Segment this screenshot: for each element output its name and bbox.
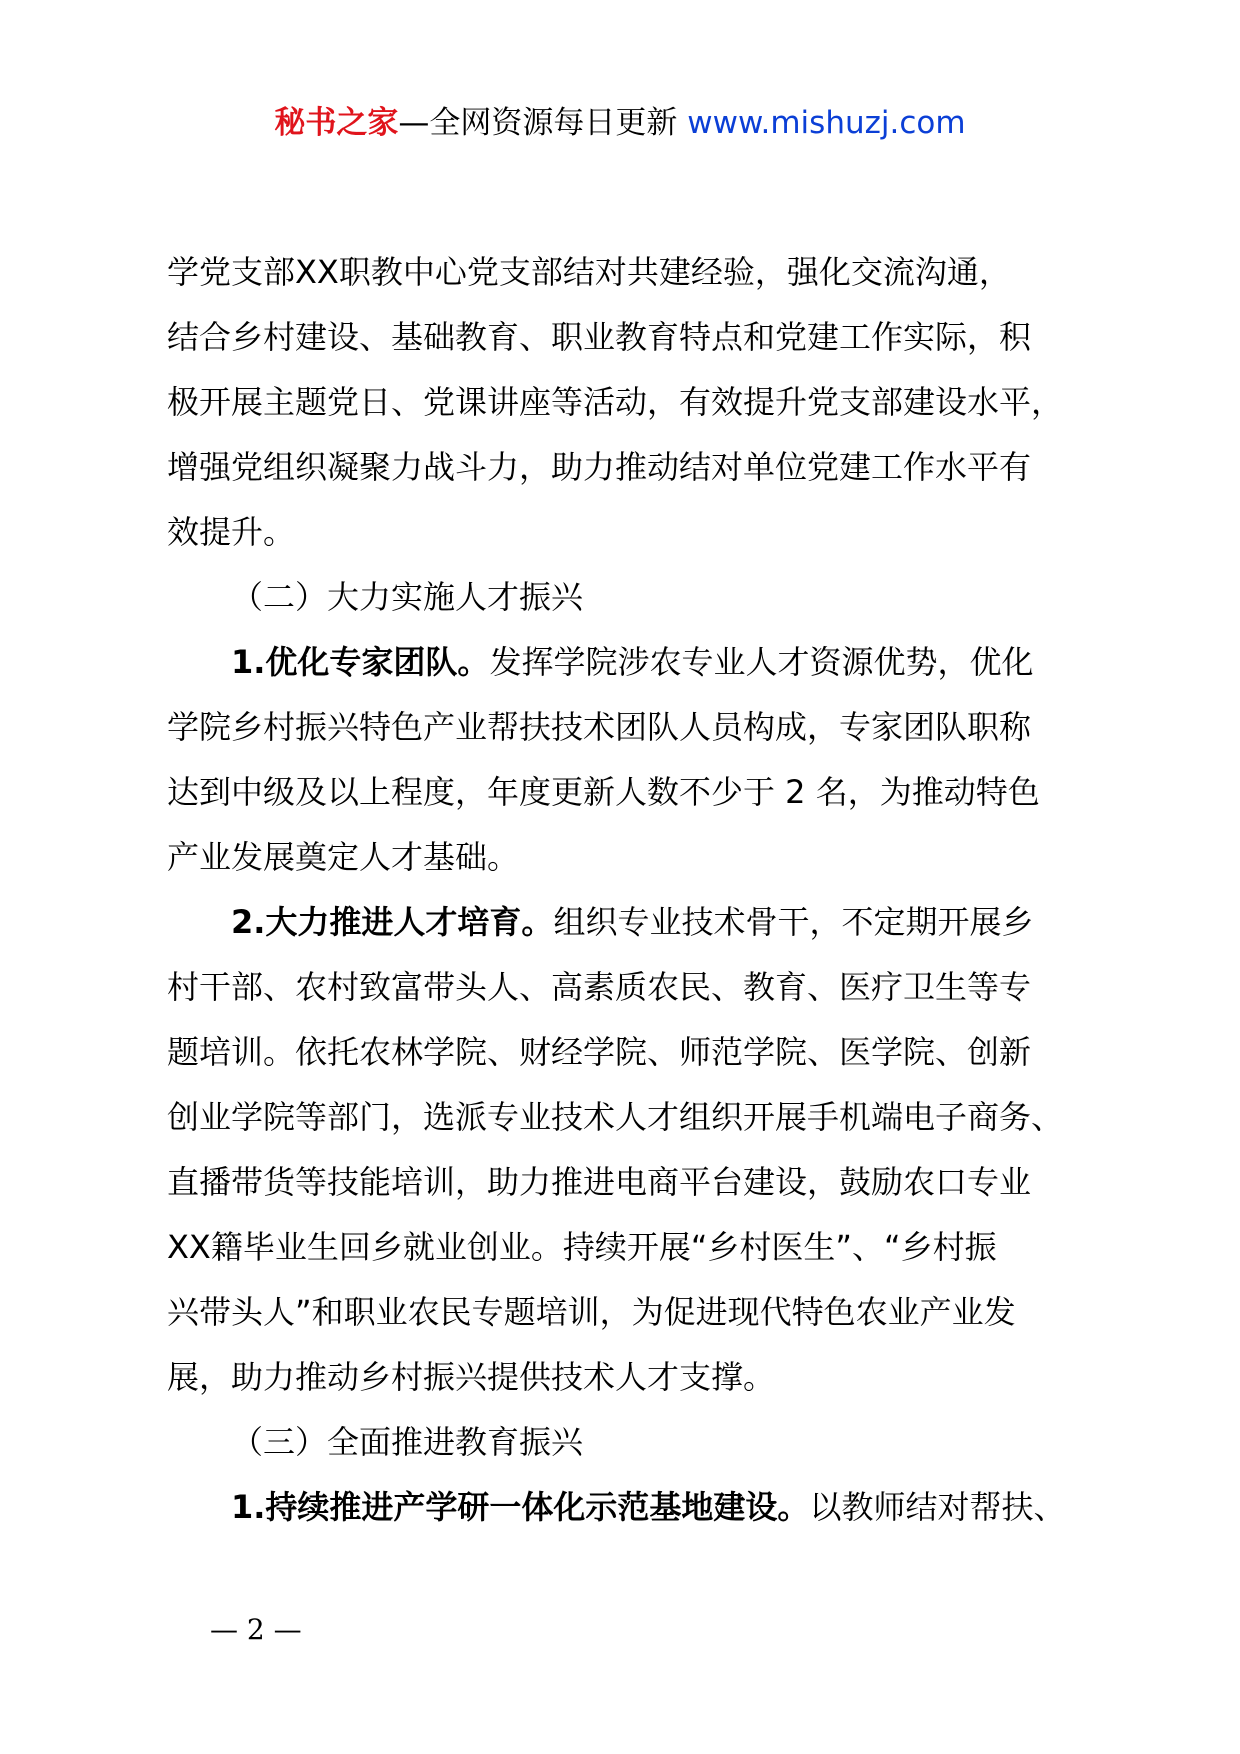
item-2-text: 组织专业技术骨干，不定期开展乡 <box>553 903 1034 941</box>
item-2-title: 2.大力推进人才培育。 <box>231 903 554 941</box>
body-line: 创业学院等部门，选派专业技术人才组织开展手机端电子商务、 <box>167 1098 1064 1136</box>
section-heading-2: （二）大力实施人才振兴 <box>231 578 584 616</box>
document-body <box>167 240 1122 1540</box>
body-line: 展，助力推动乡村振兴提供技术人才支撑。 <box>167 1358 776 1396</box>
body-line: 结合乡村建设、基础教育、职业教育特点和党建工作实际，积 <box>167 318 1032 356</box>
body-line: 村干部、农村致富带头人、高素质农民、教育、医疗卫生等专 <box>167 968 1032 1006</box>
item-1-first-line <box>167 630 1122 695</box>
section-heading-3: （三）全面推进教育振兴 <box>231 1423 584 1461</box>
item-1-text: 发挥学院涉农专业人才资源优势，优化 <box>489 643 1034 681</box>
body-line: 学党支部XX职教中心党支部结对共建经验，强化交流沟通， <box>167 253 1011 291</box>
body-line: 直播带货等技能培训，助力推进电商平台建设，鼓励农口专业 <box>167 1163 1032 1201</box>
body-line: 达到中级及以上程度，年度更新人数不少于 2 名，为推动特色 <box>167 773 1040 811</box>
site-brand: 秘书之家 <box>274 105 399 141</box>
body-line: 学院乡村振兴特色产业帮扶技术团队人员构成，专家团队职称 <box>167 708 1032 746</box>
body-line: 题培训。依托农林学院、财经学院、师范学院、医学院、创新 <box>167 1033 1032 1071</box>
item-3-title: 1.持续推进产学研一体化示范基地建设。 <box>231 1488 810 1526</box>
body-line: 兴带头人”和职业农民专题培训，为促进现代特色农业产业发 <box>167 1293 1016 1331</box>
body-line: 增强党组织凝聚力战斗力，助力推动结对单位党建工作水平有 <box>167 448 1032 486</box>
site-url[interactable]: www.mishuzj.com <box>687 105 966 141</box>
body-line: 极开展主题党日、党课讲座等活动，有效提升党支部建设水平， <box>167 383 1064 421</box>
body-line: 效提升。 <box>167 513 296 551</box>
body-line: XX籍毕业生回乡就业创业。持续开展“乡村医生”、“乡村振 <box>167 1228 997 1266</box>
page-header <box>0 100 1240 146</box>
site-tagline: —全网资源每日更新 <box>398 105 678 141</box>
item-3-text: 以教师结对帮扶、 <box>809 1488 1066 1526</box>
item-1-title: 1.优化专家团队。 <box>231 643 490 681</box>
body-line: 产业发展奠定人才基础。 <box>167 838 520 876</box>
item-3-first-line <box>167 1475 1122 1540</box>
page-number: — 2 — <box>210 1613 302 1646</box>
item-2-first-line <box>167 890 1122 955</box>
